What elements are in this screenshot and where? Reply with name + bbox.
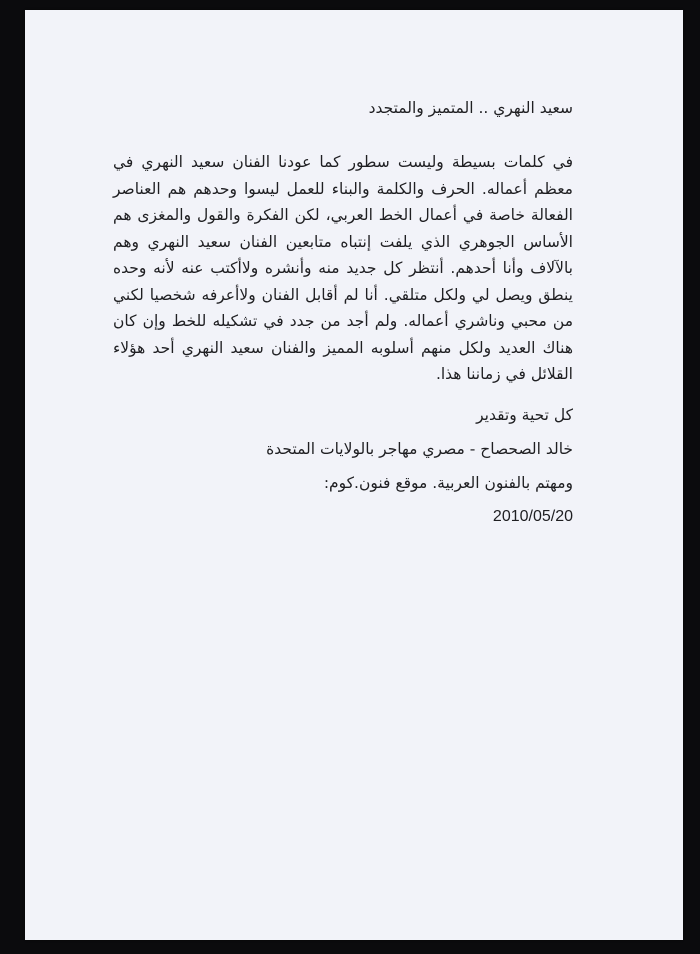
- letter-signature: خالد الصحصاح - مصري مهاجر بالولايات المتحدة: [266, 439, 573, 458]
- letter-date: 2010/05/20: [492, 507, 573, 525]
- letter-greeting: كل تحية وتقدير: [476, 405, 573, 424]
- letter-title: سعيد النهري .. المتميز والمتجدد: [368, 99, 573, 117]
- paper-sheet: [25, 10, 683, 940]
- letter-content: [113, 96, 573, 529]
- letter-body: في كلمات بسيطة وليست سطور كما عودنا الفنان سعيد النهري في معظم أعماله. الحرف والكلمة والبناء للعمل ليسوا وحدهم هم العناصر الفعالة خاصة في أعمال الخط العربي، لكن الفكرة والقول والمغزى هم الأساس الجوهري الذي يلفت إنتباه متابعين الفنان سعيد النهري وهم بالآلاف وأنا أحدهم. أنتظر كل جديد منه وأنشره ولاأكتب عنه لأنه وحده ينطق ويصل لي ولكل متلقي. أنا لم أقابل الفنان ولاأعرفه شخصيا لكني من محبي وناشري أعماله. ولم أجد من جدد في تشكيله للخط وإن كان هناك العديد ولكل منهم أسلوبه المميز والفنان سعيد النهري أحد هؤلاء القلائل في زماننا هذا.: [113, 153, 573, 383]
- letter-affiliation: ومهتم بالفنون العربية. موقع فنون.كوم:: [323, 473, 573, 492]
